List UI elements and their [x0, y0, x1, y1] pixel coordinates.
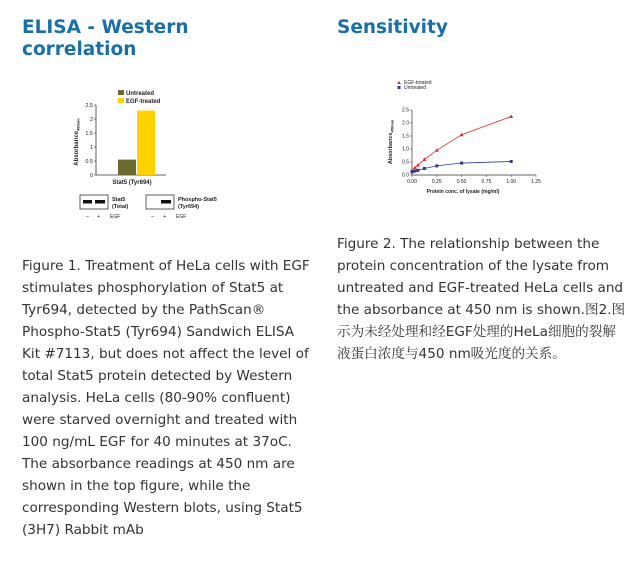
figure1-bar-chart	[60, 86, 190, 188]
bar-chart-ylabel	[74, 118, 81, 166]
series	[410, 115, 513, 174]
y-tick-label: 0.5	[402, 159, 409, 166]
blot2-egf-label: EGF	[176, 214, 187, 220]
bar-untreated	[118, 160, 136, 175]
y-tick-label: 2.5	[85, 102, 93, 109]
line-ylabel-main: Absorbance	[388, 132, 394, 165]
blot1-band-minus	[83, 200, 92, 204]
legend-label-egf: EGF-treated	[126, 99, 161, 105]
western-blots	[78, 192, 228, 222]
y-tick-labels	[402, 108, 412, 179]
bar-egf-treated	[137, 111, 155, 175]
bar-chart-legend	[118, 90, 161, 105]
blot2-label-line1: Phospho-Stat5	[178, 197, 217, 203]
left-title	[22, 17, 189, 61]
y-tick-label: 1.5	[402, 133, 409, 140]
blot1-band-plus	[95, 200, 105, 204]
blot2-lane-plus: +	[163, 214, 167, 220]
legend-label-untreated: Untreated	[126, 91, 155, 97]
y-tick-label: 2	[89, 116, 93, 123]
left-title-line2: correlation	[22, 39, 137, 60]
data-point-egf-treated	[509, 115, 513, 119]
bar-ylabel-sub: 450nm	[75, 118, 81, 131]
bars	[118, 111, 155, 175]
y-tick-label: 2.0	[402, 120, 409, 127]
data-point-untreated	[423, 167, 426, 170]
bar-ylabel-main: Absorbance	[74, 131, 80, 166]
blot2-label-line2: (Tyr694)	[178, 204, 199, 210]
x-tick-label: 0.75	[481, 179, 492, 185]
data-point-untreated	[413, 170, 416, 173]
data-point-untreated	[435, 164, 438, 167]
blot1-label-line1: Stat5	[112, 197, 126, 203]
y-tick-label: 0.5	[85, 158, 93, 165]
y-tick-labels	[85, 103, 96, 179]
left-title-line1: ELISA - Western	[22, 17, 189, 38]
x-tick-label: 0.00	[407, 179, 417, 185]
data-point-untreated	[411, 170, 414, 173]
x-tick-label: 1.25	[531, 179, 541, 185]
line-chart-legend	[397, 80, 432, 91]
legend-label-untreated: Untreated	[404, 85, 426, 91]
data-point-untreated	[416, 169, 419, 172]
blot1-lane-plus: +	[97, 214, 101, 220]
y-tick-label: 0	[89, 172, 93, 179]
x-tick-label: 0.50	[456, 179, 467, 185]
legend-swatch-untreated	[118, 90, 124, 95]
figure2-line-chart	[378, 72, 548, 202]
legend-marker-untreated	[398, 86, 401, 89]
line-chart-xlabel: Protein conc. of lysate (mg/ml)	[426, 189, 500, 195]
legend-label-egf-treated: EGF-treated	[404, 80, 432, 86]
bar-chart-xlabel: Stat5 (Tyr694)	[112, 180, 152, 186]
y-tick-label: 1.0	[402, 146, 409, 153]
legend-marker-egf	[397, 81, 401, 84]
y-tick-label: 1	[89, 144, 93, 151]
data-point-egf-treated	[435, 148, 439, 152]
y-tick-label: 2.5	[402, 107, 409, 114]
x-tick-label: 1.00	[506, 179, 517, 185]
blot2-lane-minus: –	[151, 214, 155, 220]
blot2-band-plus	[161, 200, 171, 204]
x-tick-label: 0.25	[431, 179, 442, 185]
figure2-caption: Figure 2. The relationship between the protein concentration of the lysate from untreated and EGF-treated HeLa cells and the absorbance at 450 nm is shown.图2.图示为未经处理和经EGF处理的HeLa细胞的裂解液蛋白浓度与450 nm吸光度的关系。	[337, 236, 626, 362]
y-tick-label: 0.0	[402, 172, 409, 179]
y-tick-label: 1.5	[85, 130, 93, 137]
line-chart-axes	[412, 110, 536, 175]
data-point-untreated	[460, 162, 463, 165]
line-chart-ylabel	[388, 119, 395, 164]
blot1-egf-label: EGF	[110, 214, 121, 220]
legend-swatch-egf	[118, 98, 124, 103]
blot1-label-line2: (Total)	[112, 204, 129, 210]
blot1-lane-minus: –	[86, 214, 90, 220]
x-tick-labels	[407, 175, 541, 185]
line-ylabel-sub: 450nm	[389, 119, 395, 133]
figure1-caption: Figure 1. Treatment of HeLa cells with EGF stimulates phosphorylation of Stat5 at Tyr694, detected by the PathScan® Phospho-Stat5 (Tyr694) Sandwich ELISA Kit #7113, but does not affect the level of total Stat5 protein detected by Western analysis. HeLa cells (80-90% confluent) were starved overnight and treated with 100 ng/mL EGF for 40 minutes at 37oC. The absorbance readings at 450 nm are shown in the top figure, while the corresponding Western blots, using Stat5 (3H7) Rabbit mAb	[22, 258, 310, 538]
data-point-untreated	[510, 160, 513, 163]
right-title: Sensitivity	[337, 17, 448, 38]
